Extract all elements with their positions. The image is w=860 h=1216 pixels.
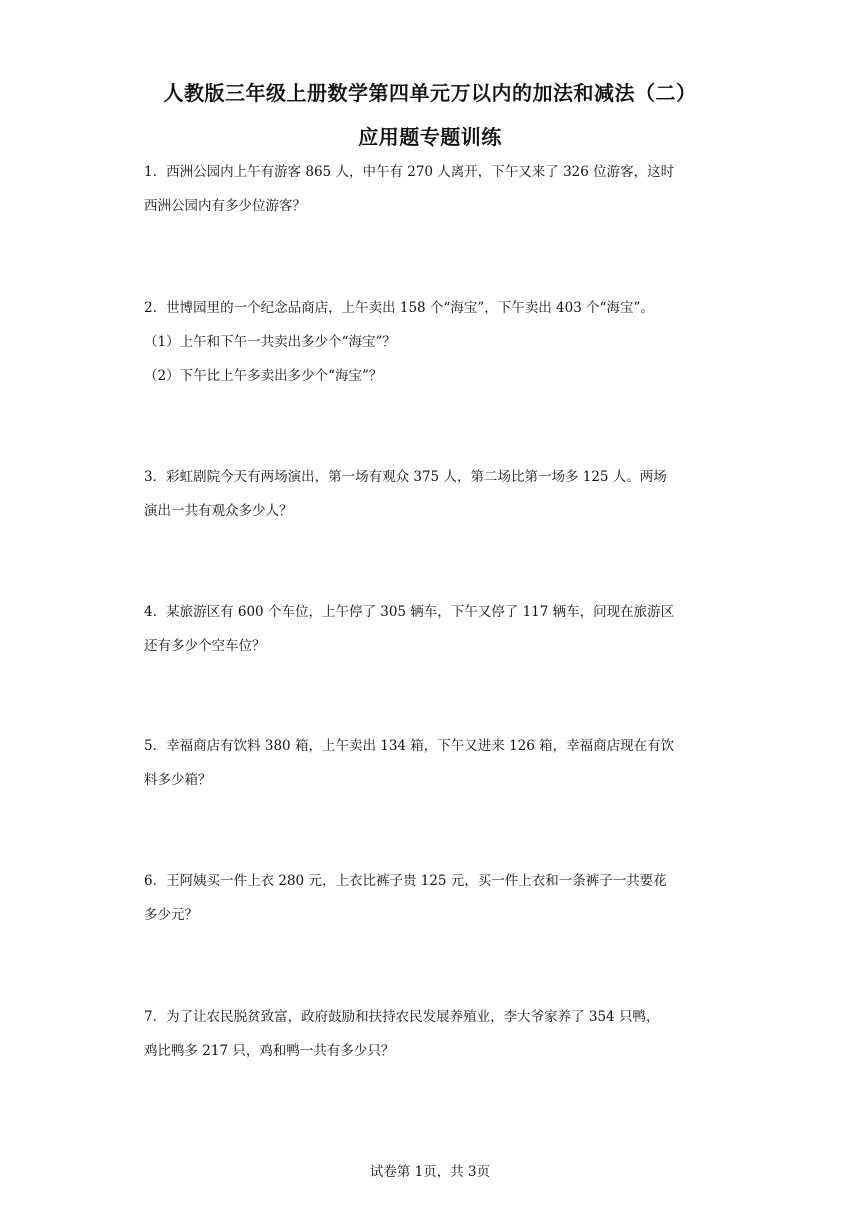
page-footer: 试卷第 1页，共 3页	[369, 1164, 491, 1180]
page-subtitle: 应用题专题训练	[358, 125, 502, 149]
question-7-line-1: 7．为了让农民脱贫致富，政府鼓励和扶持农民发展养殖业，李大爷家养了 354 只鸭，	[144, 1009, 660, 1025]
question-5-line-2: 料多少箱？	[144, 772, 212, 788]
page-title: 人教版三年级上册数学第四单元万以内的加法和减法（二）	[163, 81, 697, 105]
question-1-line-1: 1．西洲公园内上午有游客 865 人，中午有 270 人离开，下午又来了 326 位游客，这时	[144, 164, 675, 180]
question-1	[144, 155, 724, 223]
question-6-line-2: 多少元？	[144, 907, 198, 923]
question-1-line-2: 西洲公园内有多少位游客？	[144, 198, 306, 214]
question-2-part-1: （1）上午和下午一共卖出多少个“海宝”？	[144, 334, 396, 350]
question-2	[144, 291, 724, 393]
question-5-line-1: 5．幸福商店有饮料 380 箱，上午卖出 134 箱，下午又进来 126 箱，幸福商店现在有饮	[144, 738, 675, 754]
question-7	[144, 1000, 724, 1068]
question-7-line-2: 鸡比鸭多 217 只，鸡和鸭一共有多少只？	[144, 1043, 395, 1059]
question-3	[144, 460, 724, 528]
question-6	[144, 864, 724, 932]
question-4	[144, 595, 724, 663]
question-3-line-2: 演出一共有观众多少人？	[144, 503, 293, 519]
question-3-line-1: 3．彩虹剧院今天有两场演出，第一场有观众 375 人，第二场比第一场多 125 人。两场	[144, 469, 667, 485]
question-4-line-2: 还有多少个空车位？	[144, 638, 266, 654]
question-5	[144, 729, 724, 797]
question-4-line-1: 4．某旅游区有 600 个车位，上午停了 305 辆车，下午又停了 117 辆车，问现在旅游区	[144, 604, 675, 620]
question-6-line-1: 6．王阿姨买一件上衣 280 元，上衣比裤子贵 125 元，买一件上衣和一条裤子一共要花	[144, 873, 667, 889]
question-2-line-1: 2．世博园里的一个纪念品商店，上午卖出 158 个“海宝”，下午卖出 403 个“海宝”。	[144, 300, 654, 316]
question-2-part-2: （2）下午比上午多卖出多少个“海宝”？	[144, 368, 383, 384]
